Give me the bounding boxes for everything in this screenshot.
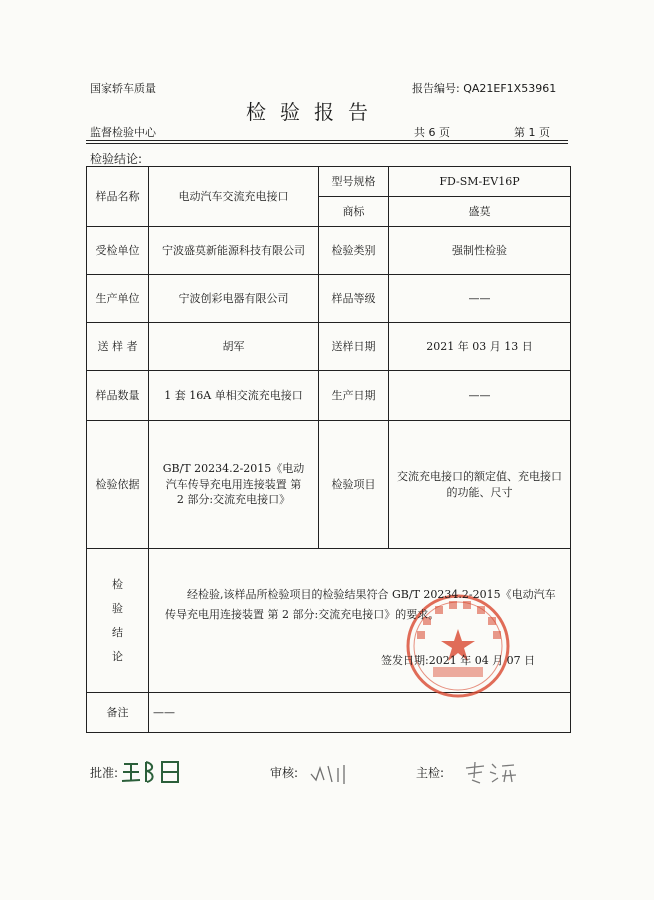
inspector-signature-icon xyxy=(462,760,518,786)
production-date-value: —— xyxy=(389,371,571,421)
review-label: 审核: xyxy=(270,766,299,780)
model-label: 型号规格 xyxy=(319,167,389,197)
production-date-label: 生产日期 xyxy=(319,371,389,421)
inspector-label: 主检: xyxy=(416,766,445,780)
brand-label: 商标 xyxy=(319,197,389,227)
org-name-line2: 监督检验中心 xyxy=(90,126,156,139)
manufacturer-label: 生产单位 xyxy=(87,275,149,323)
sample-name-value: 电动汽车交流充电接口 xyxy=(149,167,319,227)
quantity-label: 样品数量 xyxy=(87,371,149,421)
conclusion-text: 经检验,该样品所检验项目的检验结果符合 GB/T 20234.2-2015《电动汽车传导充电用连接装置 第 2 部分:交流充电接口》的要求。 xyxy=(165,588,556,621)
reviewer-signature-icon xyxy=(308,762,350,786)
conclusion-cell xyxy=(149,549,571,693)
grade-label: 样品等级 xyxy=(319,275,389,323)
report-number xyxy=(412,80,556,96)
quantity-value: 1 套 16A 单相交流充电接口 xyxy=(149,371,319,421)
send-date-label: 送样日期 xyxy=(319,323,389,371)
org-name-line1: 国家轿车质量 xyxy=(90,82,156,95)
total-pages: 共 6 页 xyxy=(414,126,450,139)
basis-value: GB/T 20234.2-2015《电动汽车传导充电用连接装置 第 2 部分:交流充电接口》 xyxy=(149,421,319,549)
remark-label: 备注 xyxy=(87,693,149,733)
sender-value: 胡军 xyxy=(149,323,319,371)
model-value: FD-SM-EV16P xyxy=(389,167,571,197)
test-items-value: 交流充电接口的额定值、充电接口的功能、尺寸 xyxy=(389,421,571,549)
brand-value: 盛莫 xyxy=(389,197,571,227)
approve-label: 批准: xyxy=(90,766,119,780)
header-rule-1 xyxy=(86,140,568,141)
send-date-value: 2021 年 03 月 13 日 xyxy=(389,323,571,371)
grade-value: —— xyxy=(389,275,571,323)
report-number-value: QA21EF1X53961 xyxy=(463,82,557,95)
test-type-value: 强制性检验 xyxy=(389,227,571,275)
section-label: 检验结论: xyxy=(90,152,143,166)
report-number-label: 报告编号: xyxy=(412,82,460,95)
conclusion-label-cell xyxy=(87,549,149,693)
issue-date: 签发日期:2021 年 04 月 07 日 xyxy=(381,654,536,667)
approver-signature-icon xyxy=(120,758,184,786)
conclusion-label: 检验结论 xyxy=(112,577,123,663)
sample-name-label: 样品名称 xyxy=(87,167,149,227)
page-title: 检验报告 xyxy=(246,100,382,124)
header-rule-2 xyxy=(86,143,568,144)
sender-label: 送 样 者 xyxy=(87,323,149,371)
report-table xyxy=(86,166,571,733)
manufacturer-value: 宁波创彩电器有限公司 xyxy=(149,275,319,323)
test-type-label: 检验类别 xyxy=(319,227,389,275)
page-number: 第 1 页 xyxy=(514,126,550,139)
test-items-label: 检验项目 xyxy=(319,421,389,549)
client-label: 受检单位 xyxy=(87,227,149,275)
basis-label: 检验依据 xyxy=(87,421,149,549)
client-value: 宁波盛莫新能源科技有限公司 xyxy=(149,227,319,275)
remark-value: —— xyxy=(149,693,571,733)
